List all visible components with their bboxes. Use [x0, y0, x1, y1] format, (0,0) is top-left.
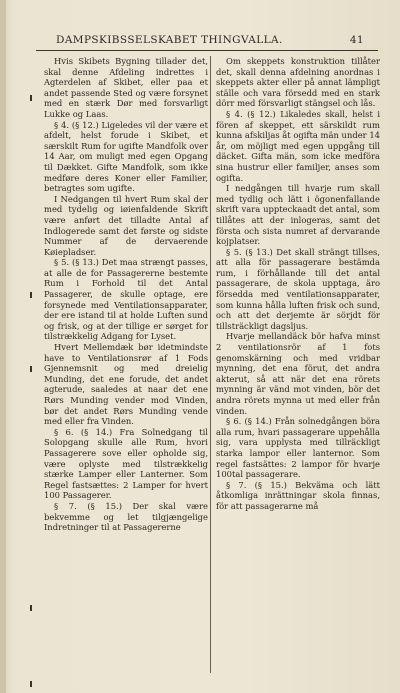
margin-mark: [30, 605, 32, 611]
column-divider: [210, 56, 211, 673]
swedish-paragraph-5: Hvarje mellandäck bör hafva minst 2 ventilationsrör af 1 fots genomskärning och med vridbar mynning, det ena förut, det andra akterut, så att när det ena rörets mynning är vänd mot vinden, bör det andra rörets mynna ut med eller från vinden.: [216, 331, 380, 416]
swedish-paragraph-1: Om skeppets konstruktion tillåter det, skall denna afdelning anordnas i skeppets akter eller på annat lämpligt ställe och vara försedd med en stark dörr med försvarligt stängsel och lås.: [216, 56, 380, 109]
margin-mark: [30, 681, 32, 687]
danish-paragraph-7: § 7. (§ 15.) Der skal være bekvemme og let tilgjængelige Indretninger til at Passagererne: [44, 500, 208, 533]
running-header: [36, 34, 378, 50]
swedish-paragraph-7: § 7. (§ 15.) Bekväma och lätt åtkomliga inrättningar skola finnas, för att passagerarne må: [216, 479, 380, 511]
danish-paragraph-4: § 5. (§ 13.) Det maa strængt passes, at alle de for Passagererne bestemte Rum i Forhold til det Antal Passagerer, de skulle optage, ere forsynede med Ventilationsapparater, der ere istand til at holde Luften sund og frisk, og at der tillige er sørget for tilstrækkelig Adgang for Lyset.: [44, 257, 208, 342]
header-rule: [36, 50, 378, 51]
margin-mark: [30, 292, 32, 298]
danish-paragraph-3: I Nedgangen til hvert Rum skal der med tydelig og iøienfaldende Skrift være anført det tilladte Antal af Indlogerede samt det første og sidste Nummer af de dervaerende Køiepladser.: [44, 193, 208, 257]
swedish-paragraph-4: § 5. (§ 13.) Det skall strängt tillses, att alla för passagerare bestämda rum, i förhållande till det antal passagerare, de skola upptaga, äro försedda med ventilationsapparater, som kunna hålla luften frisk och sund, och att det derjemte är sörjdt för tillsträckligt dagsljus.: [216, 246, 380, 331]
danish-paragraph-6: § 6. (§ 14.) Fra Solnedgang til Solopgang skulle alle Rum, hvori Passagerere sove eller opholde sig, være oplyste med tilstrækkelig stærke Lamper eller Lanterner. Som Regel fastsættes: 2 Lamper for hvert 100 Passagerer.: [44, 426, 208, 501]
swedish-paragraph-3: I nedgången till hvarje rum skall med tydlig och lätt i ögonenfallande skrift vara uppteckaadt det antal, som tillåtes att der inlogeras, samt det första och sista numret af dervarande kojplatser.: [216, 183, 380, 247]
danish-paragraph-5: Hvert Mellemdæk bør idetmindste have to Ventilationsrør af 1 Fods Gjennemsnit og med dreielig Munding, det ene forude, det andet agterude, saaledes at naar det ene Rørs Munding vender mod Vinden, bør det andet Rørs Munding vende med eller fra Vinden.: [44, 342, 208, 427]
danish-column: [44, 56, 208, 533]
page-binding-edge: [0, 0, 6, 693]
margin-mark: [30, 95, 32, 101]
swedish-column: [216, 56, 380, 512]
swedish-paragraph-6: § 6. (§ 14.) Från solnedgången böra alla rum, hvari passagerare uppehålla sig, vara upplysta med tillräckligt starka lampor eller lanternor. Som regel fastsättes: 2 lampor för hvarje 100tal passagerare.: [216, 416, 380, 480]
running-title: DAMPSKIBSSELSKABET THINGVALLA.: [56, 34, 283, 46]
danish-paragraph-2: § 4. (§ 12.) Ligeledes vil der være et afdelt, helst forude i Skibet, et særskilt Rum for ugifte Mandfolk over 14 Aar, om muligt med egen Opgang til Dækket. Gifte Mandfolk, som ikke medføre deres Koner eller Familier, betragtes som ugifte.: [44, 119, 208, 194]
page-number: 41: [349, 34, 364, 46]
danish-paragraph-1: Hvis Skibets Bygning tillader det, skal denne Afdeling indrettes i Agterdelen af Skibet, eller paa et andet passende Sted og være forsynet med en stærk Dør med forsvarligt Lukke og Laas.: [44, 56, 208, 119]
margin-mark: [30, 366, 32, 372]
swedish-paragraph-2: § 4. (§ 12.) Likaledes skall, helst i fören af skeppet, ett särskildt rum kunna afskiljas åt ogifta män under 14 år, om möjligt med egen uppgång till däcket. Gifta män, som icke medföra sina hustrur eller familjer, anses som ogifta.: [216, 108, 380, 183]
